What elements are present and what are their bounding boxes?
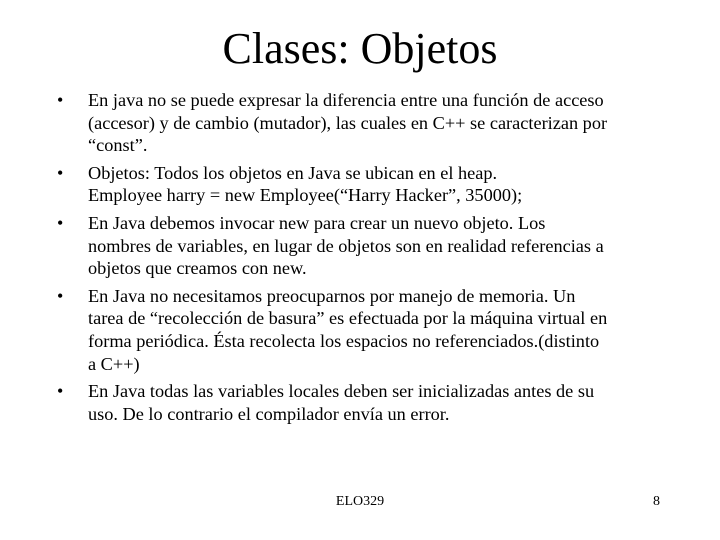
bullet-line: uso. De lo contrario el compilador envía un error. <box>88 403 450 424</box>
bullet-line: “const”. <box>88 135 148 156</box>
bullet-line: objetos que creamos con new. <box>88 258 307 279</box>
bullet-line: En Java todas las variables locales deben ser inicializadas antes de su <box>88 381 595 402</box>
footer-course-label: ELO329 <box>335 494 385 509</box>
bullet-marker: • <box>57 90 64 110</box>
bullet-line: Employee harry = new Employee(“Harry Hacker”, 35000); <box>88 185 523 206</box>
bullet-item <box>57 89 667 157</box>
bullet-item <box>57 162 667 207</box>
bullet-item <box>57 212 667 280</box>
bullet-line: En java no se puede expresar la diferencia entre una función de acceso <box>88 90 604 110</box>
bullet-marker: • <box>57 162 64 183</box>
bullet-item <box>57 285 667 375</box>
bullet-line: (accesor) y de cambio (mutador), las cuales en C++ se caracterizan por <box>88 112 608 133</box>
bullet-line: nombres de variables, en lugar de objetos son en realidad referencias a <box>88 235 604 256</box>
page-number: 8 <box>653 494 660 509</box>
bullet-marker: • <box>57 285 64 306</box>
slide-title: Clases: Objetos <box>222 24 498 73</box>
bullet-line: Objetos: Todos los objetos en Java se ubican en el heap. <box>88 162 498 183</box>
bullet-line: En Java debemos invocar new para crear un nuevo objeto. Los <box>88 212 546 233</box>
bullet-list <box>57 89 667 430</box>
bullet-line: tarea de “recolección de basura” es efectuada por la máquina virtual en <box>88 308 608 329</box>
bullet-marker: • <box>57 381 64 402</box>
bullet-item <box>57 380 667 425</box>
bullet-line: a C++) <box>88 353 140 374</box>
bullet-line: En Java no necesitamos preocuparnos por manejo de memoria. Un <box>88 285 576 306</box>
bullet-marker: • <box>57 212 64 233</box>
bullet-line: forma periódica. Ésta recolecta los espacios no referenciados.(distinto <box>88 330 600 351</box>
